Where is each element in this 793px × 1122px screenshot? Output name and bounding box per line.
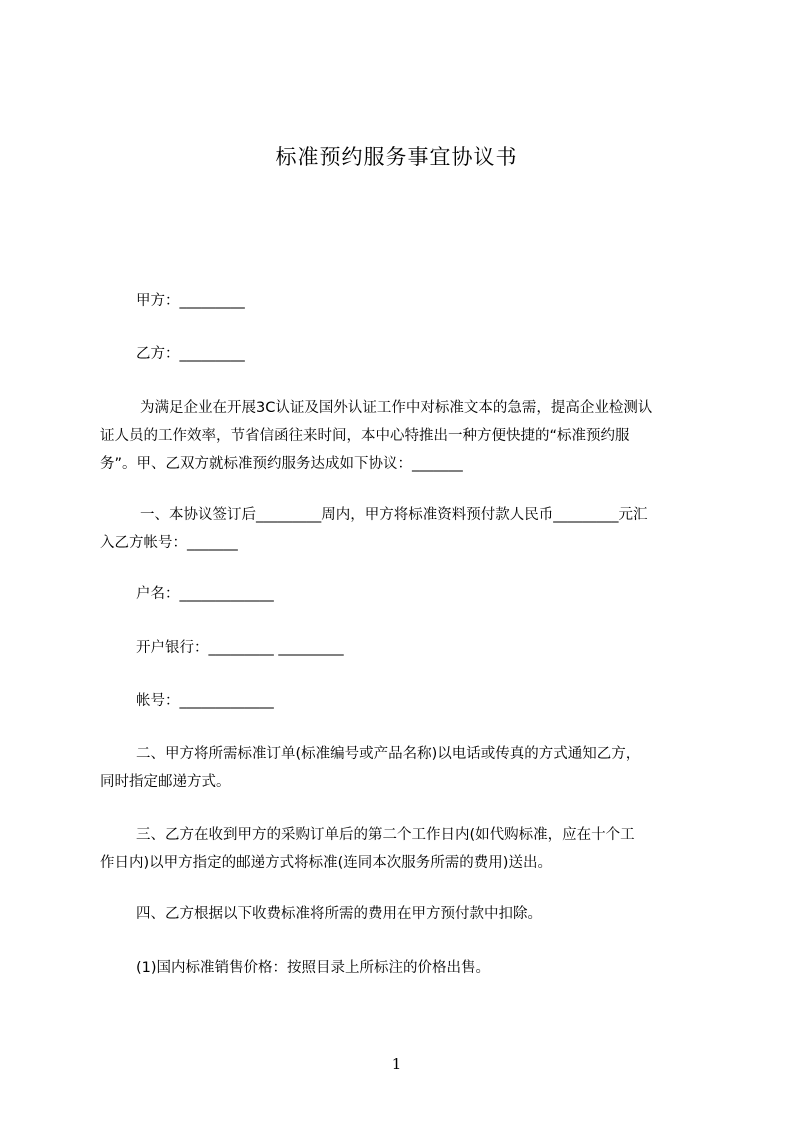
intro-line-3: 务”。甲、乙双方就标准预约服务达成如下协议：_______ <box>100 456 463 472</box>
clause-3-line-2: 作日内)以甲方指定的邮递方式将标准(连同本次服务所需的费用)送出。 <box>100 855 552 871</box>
page-number: 1 <box>391 1055 402 1073</box>
intro-line-1: 为满足企业在开展3C认证及国外认证工作中对标准文本的急需，提高企业检测认 <box>140 400 653 416</box>
account-name-line: 户名：_____________ <box>136 586 274 602</box>
bank-line: 开户银行：_________ _________ <box>136 640 344 656</box>
clause-4: 四、乙方根据以下收费标准将所需的费用在甲方预付款中扣除。 <box>136 906 542 922</box>
price-item-1: (1)国内标准销售价格：按照目录上所标注的价格出售。 <box>136 960 491 976</box>
clause-1-line-2: 入乙方帐号：_______ <box>100 535 238 551</box>
party-a-line: 甲方：_________ <box>136 293 245 309</box>
document-title: 标准预约服务事宜协议书 <box>275 145 518 169</box>
clause-1-line-1: 一、本协议签订后_________周内，甲方将标准资料预付款人民币_________元汇 <box>140 507 648 523</box>
party-b-line: 乙方：_________ <box>136 346 245 362</box>
clause-2-line-1: 二、甲方将所需标准订单(标准编号或产品名称)以电话或传真的方式通知乙方， <box>136 746 641 762</box>
intro-line-2: 证人员的工作效率，节省信函往来时间，本中心特推出一种方便快捷的“标准预约服 <box>100 428 630 444</box>
account-number-line: 帐号：_____________ <box>136 693 274 709</box>
clause-2-line-2: 同时指定邮递方式。 <box>100 774 231 790</box>
clause-3-line-1: 三、乙方在收到甲方的采购订单后的第二个工作日内(如代购标准，应在十个工 <box>136 827 635 843</box>
